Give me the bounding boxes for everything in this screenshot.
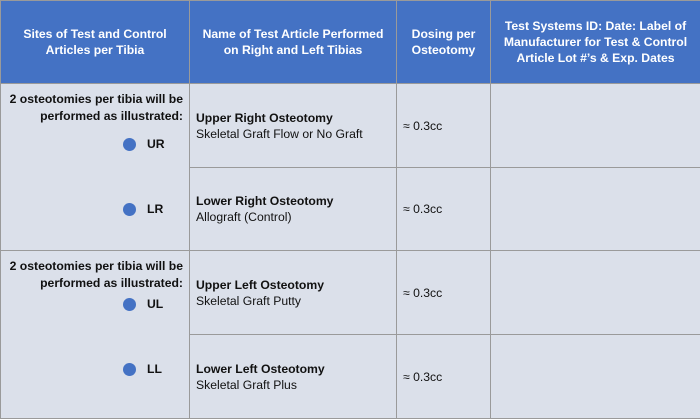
article-cell	[190, 84, 397, 168]
marker-ll	[123, 362, 162, 376]
site-description: 2 osteotomies per tibia will be performed as illustrated:	[1, 84, 189, 125]
article-cell	[190, 251, 397, 335]
header-test-article-name: Name of Test Article Performed on Right and Left Tibias	[190, 1, 397, 84]
dose-cell: ≈ 0.3cc	[397, 251, 491, 335]
table-row	[1, 251, 700, 335]
article-detail: Skeletal Graft Flow or No Graft	[196, 126, 396, 142]
dose-cell: ≈ 0.3cc	[397, 84, 491, 168]
circle-marker-icon	[123, 138, 136, 151]
marker-label: LR	[147, 202, 163, 216]
marker-label: LL	[147, 362, 162, 376]
circle-marker-icon	[123, 203, 136, 216]
article-cell	[190, 168, 397, 251]
article-detail: Allograft (Control)	[196, 209, 396, 225]
table-row	[1, 84, 700, 168]
header-dosing: Dosing per Osteotomy	[397, 1, 491, 84]
circle-marker-icon	[123, 363, 136, 376]
header-test-systems-id: Test Systems ID: Date: Label of Manufacturer for Test & Control Article Lot #’s & Exp. Dates	[491, 1, 700, 84]
dose-cell: ≈ 0.3cc	[397, 168, 491, 251]
test-id-cell	[491, 335, 700, 419]
marker-label: UR	[147, 137, 165, 151]
marker-ul	[123, 297, 163, 311]
header-sites: Sites of Test and Control Articles per Tibia	[1, 1, 190, 84]
article-name: Lower Left Osteotomy	[196, 361, 396, 377]
article-name: Upper Left Osteotomy	[196, 277, 396, 293]
marker-ur	[123, 137, 165, 151]
article-detail: Skeletal Graft Plus	[196, 377, 396, 393]
test-id-cell	[491, 251, 700, 335]
article-detail: Skeletal Graft Putty	[196, 293, 396, 309]
site-description: 2 osteotomies per tibia will be performed as illustrated:	[1, 251, 189, 292]
test-id-cell	[491, 168, 700, 251]
article-cell	[190, 335, 397, 419]
marker-label: UL	[147, 297, 163, 311]
site-cell-right	[1, 84, 190, 251]
article-name: Upper Right Osteotomy	[196, 110, 396, 126]
circle-marker-icon	[123, 298, 136, 311]
header-row	[1, 1, 700, 84]
site-cell-left	[1, 251, 190, 419]
test-id-cell	[491, 84, 700, 168]
article-name: Lower Right Osteotomy	[196, 193, 396, 209]
marker-lr	[123, 202, 163, 216]
dose-cell: ≈ 0.3cc	[397, 335, 491, 419]
